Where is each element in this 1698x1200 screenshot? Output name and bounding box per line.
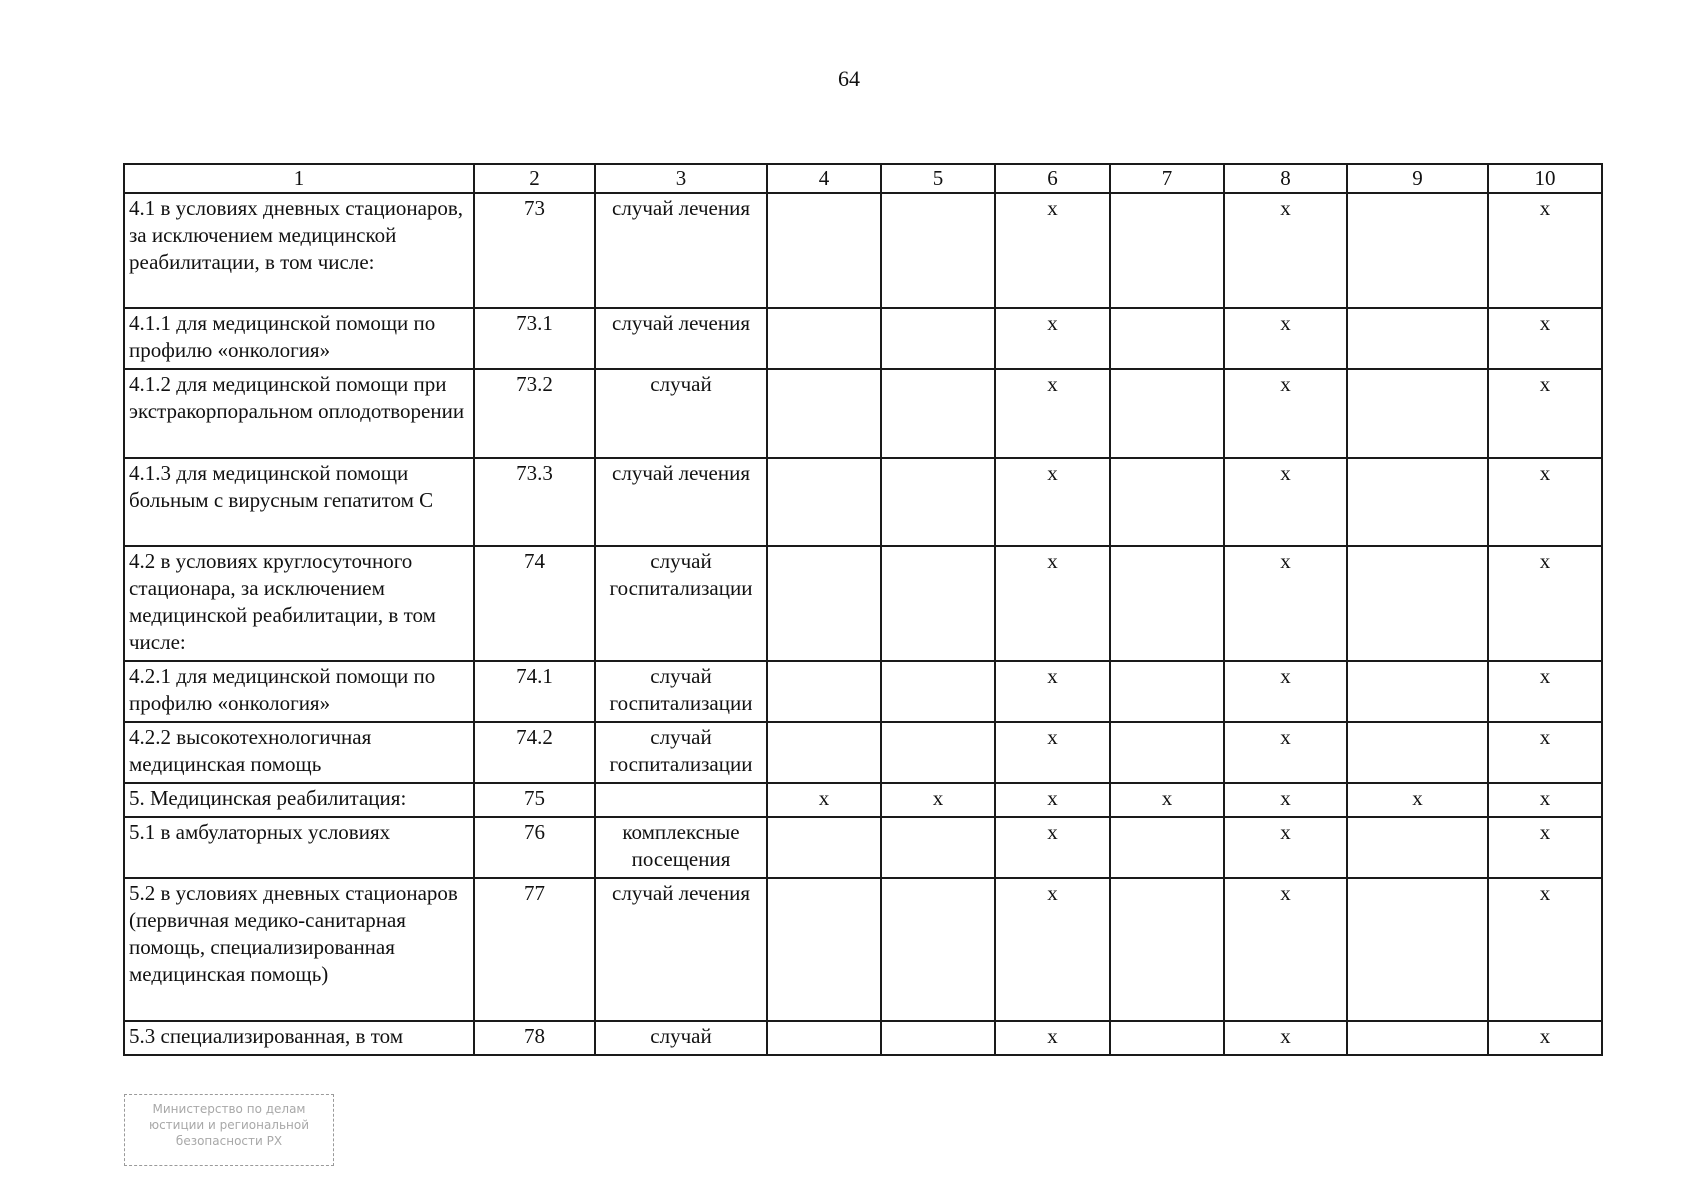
row-unit-cell: случай <box>595 369 767 458</box>
col-4-cell <box>767 546 881 661</box>
row-name-cell: 4.2 в условиях круглосуточного стационара, за исключением медицинской реабилитации, в том числе: <box>124 546 474 661</box>
row-code-cell: 73.3 <box>474 458 595 546</box>
col-5-cell <box>881 369 995 458</box>
col-7-cell <box>1110 878 1224 1021</box>
col-10-cell: x <box>1488 369 1602 458</box>
table-row <box>124 722 1602 783</box>
col-4-cell <box>767 308 881 369</box>
row-name-cell: 4.1.1 для медицинской помощи по профилю «онкология» <box>124 308 474 369</box>
row-name-cell: 5.3 специализированная, в том <box>124 1021 474 1055</box>
col-9-cell <box>1347 817 1488 878</box>
row-code-cell: 74.1 <box>474 661 595 722</box>
col-7-cell <box>1110 722 1224 783</box>
col-10-cell: x <box>1488 817 1602 878</box>
column-header-7: 7 <box>1110 164 1224 193</box>
row-name-cell: 4.2.2 высокотехнологичная медицинская помощь <box>124 722 474 783</box>
col-4-cell <box>767 458 881 546</box>
table-row <box>124 661 1602 722</box>
row-code-cell: 73.1 <box>474 308 595 369</box>
col-5-cell: x <box>881 783 995 817</box>
col-10-cell: x <box>1488 308 1602 369</box>
header-row <box>124 164 1602 193</box>
row-unit-cell: случай госпитализации <box>595 546 767 661</box>
col-4-cell <box>767 661 881 722</box>
col-5-cell <box>881 546 995 661</box>
col-9-cell <box>1347 722 1488 783</box>
col-7-cell <box>1110 369 1224 458</box>
col-8-cell: x <box>1224 661 1347 722</box>
col-8-cell: x <box>1224 878 1347 1021</box>
table-row <box>124 1021 1602 1055</box>
col-5-cell <box>881 1021 995 1055</box>
row-unit-cell: случай лечения <box>595 458 767 546</box>
col-8-cell: x <box>1224 193 1347 308</box>
stamp-line: юстиции и региональной <box>148 1118 310 1132</box>
col-9-cell <box>1347 661 1488 722</box>
column-header-5: 5 <box>881 164 995 193</box>
col-8-cell: x <box>1224 458 1347 546</box>
row-code-cell: 73.2 <box>474 369 595 458</box>
row-name-cell: 4.2.1 для медицинской помощи по профилю «онкология» <box>124 661 474 722</box>
col-6-cell: x <box>995 308 1110 369</box>
table-row <box>124 546 1602 661</box>
row-name-cell: 4.1 в условиях дневных стационаров, за исключением медицинской реабилитации, в том числе: <box>124 193 474 308</box>
col-8-cell: x <box>1224 722 1347 783</box>
col-9-cell <box>1347 878 1488 1021</box>
row-unit-cell: комплексные посещения <box>595 817 767 878</box>
col-9-cell <box>1347 193 1488 308</box>
column-header-2: 2 <box>474 164 595 193</box>
row-unit-cell: случай госпитализации <box>595 661 767 722</box>
table-body <box>124 193 1602 1055</box>
col-8-cell: x <box>1224 783 1347 817</box>
table-row <box>124 308 1602 369</box>
col-4-cell <box>767 817 881 878</box>
col-7-cell <box>1110 817 1224 878</box>
stamp-line: безопасности РХ <box>175 1134 283 1148</box>
col-6-cell: x <box>995 817 1110 878</box>
row-unit-cell: случай лечения <box>595 308 767 369</box>
col-10-cell: x <box>1488 783 1602 817</box>
col-4-cell: x <box>767 783 881 817</box>
col-5-cell <box>881 878 995 1021</box>
col-6-cell: x <box>995 783 1110 817</box>
row-unit-cell: случай <box>595 1021 767 1055</box>
row-code-cell: 73 <box>474 193 595 308</box>
col-9-cell <box>1347 546 1488 661</box>
column-header-10: 10 <box>1488 164 1602 193</box>
col-9-cell <box>1347 308 1488 369</box>
row-unit-cell: случай госпитализации <box>595 722 767 783</box>
row-name-cell: 4.1.2 для медицинской помощи при экстракорпоральном оплодотворении <box>124 369 474 458</box>
col-9-cell <box>1347 1021 1488 1055</box>
row-name-cell: 5.2 в условиях дневных стационаров (первичная медико-санитарная помощь, специализированная медицинская помощь) <box>124 878 474 1021</box>
column-header-6: 6 <box>995 164 1110 193</box>
col-9-cell: x <box>1347 783 1488 817</box>
table-row <box>124 783 1602 817</box>
row-unit-cell <box>595 783 767 817</box>
row-name-cell: 5. Медицинская реабилитация: <box>124 783 474 817</box>
col-7-cell <box>1110 458 1224 546</box>
row-code-cell: 74 <box>474 546 595 661</box>
col-4-cell <box>767 722 881 783</box>
col-8-cell: x <box>1224 1021 1347 1055</box>
col-7-cell: x <box>1110 783 1224 817</box>
column-header-3: 3 <box>595 164 767 193</box>
row-code-cell: 78 <box>474 1021 595 1055</box>
col-4-cell <box>767 193 881 308</box>
col-7-cell <box>1110 308 1224 369</box>
column-header-9: 9 <box>1347 164 1488 193</box>
row-unit-cell: случай лечения <box>595 878 767 1021</box>
table-row <box>124 193 1602 308</box>
col-10-cell: x <box>1488 546 1602 661</box>
column-header-1: 1 <box>124 164 474 193</box>
col-10-cell: x <box>1488 1021 1602 1055</box>
page-number: 64 <box>838 66 860 91</box>
table-row <box>124 369 1602 458</box>
col-7-cell <box>1110 546 1224 661</box>
col-5-cell <box>881 458 995 546</box>
col-4-cell <box>767 369 881 458</box>
col-5-cell <box>881 817 995 878</box>
col-9-cell <box>1347 458 1488 546</box>
column-header-8: 8 <box>1224 164 1347 193</box>
col-8-cell: x <box>1224 308 1347 369</box>
registration-stamp <box>124 1094 334 1166</box>
col-4-cell <box>767 878 881 1021</box>
col-5-cell <box>881 661 995 722</box>
col-6-cell: x <box>995 1021 1110 1055</box>
col-6-cell: x <box>995 193 1110 308</box>
row-code-cell: 74.2 <box>474 722 595 783</box>
col-6-cell: x <box>995 458 1110 546</box>
col-4-cell <box>767 1021 881 1055</box>
row-name-cell: 4.1.3 для медицинской помощи больным с вирусным гепатитом С <box>124 458 474 546</box>
row-name-cell: 5.1 в амбулаторных условиях <box>124 817 474 878</box>
row-unit-cell: случай лечения <box>595 193 767 308</box>
table-row <box>124 878 1602 1021</box>
table-row <box>124 458 1602 546</box>
column-header-4: 4 <box>767 164 881 193</box>
table-row <box>124 817 1602 878</box>
row-code-cell: 75 <box>474 783 595 817</box>
col-8-cell: x <box>1224 546 1347 661</box>
col-6-cell: x <box>995 722 1110 783</box>
col-10-cell: x <box>1488 193 1602 308</box>
col-10-cell: x <box>1488 878 1602 1021</box>
col-6-cell: x <box>995 878 1110 1021</box>
col-9-cell <box>1347 369 1488 458</box>
col-6-cell: x <box>995 369 1110 458</box>
col-5-cell <box>881 193 995 308</box>
col-10-cell: x <box>1488 661 1602 722</box>
col-7-cell <box>1110 1021 1224 1055</box>
row-code-cell: 76 <box>474 817 595 878</box>
data-table <box>123 163 1603 1056</box>
col-7-cell <box>1110 661 1224 722</box>
col-8-cell: x <box>1224 369 1347 458</box>
col-5-cell <box>881 722 995 783</box>
row-code-cell: 77 <box>474 878 595 1021</box>
col-6-cell: x <box>995 661 1110 722</box>
col-7-cell <box>1110 193 1224 308</box>
col-6-cell: x <box>995 546 1110 661</box>
col-8-cell: x <box>1224 817 1347 878</box>
col-10-cell: x <box>1488 458 1602 546</box>
col-5-cell <box>881 308 995 369</box>
stamp-line: Министерство по делам <box>152 1102 306 1116</box>
col-10-cell: x <box>1488 722 1602 783</box>
